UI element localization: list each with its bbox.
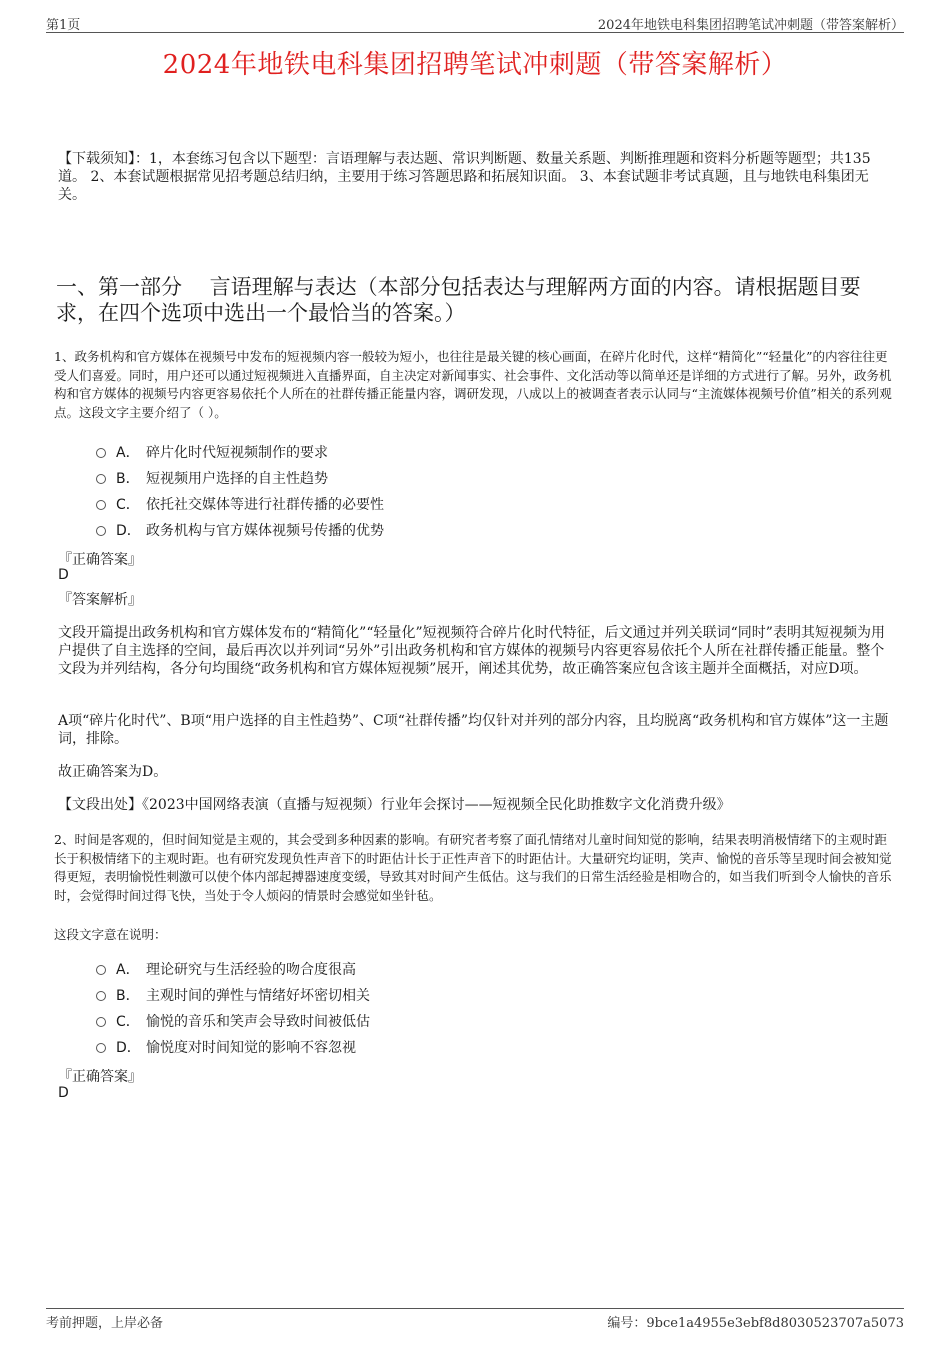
footer-divider (46, 1308, 904, 1309)
q1-option-c[interactable] (96, 494, 384, 514)
q2-option-b[interactable] (96, 985, 370, 1005)
radio-icon[interactable] (96, 1043, 106, 1053)
question-2-ask: 这段文字意在说明： (54, 927, 167, 942)
option-letter: B． (116, 988, 140, 1004)
q1-option-d[interactable] (96, 520, 384, 540)
option-letter: D． (116, 523, 141, 539)
radio-icon[interactable] (96, 474, 106, 484)
q2-answer: D (58, 1085, 69, 1101)
download-notice: 【下载须知】：1，本套练习包含以下题型：言语理解与表达题、常识判断题、数量关系题、判断推理题和资料分析题等题型；共135道。 2、本套试题根据常见招考题总结归纳，主要用于练习答题思路和拓展知识面。 3、本套试题非考试真题，且与地铁电科集团无关。 (58, 151, 871, 203)
radio-icon[interactable] (96, 526, 106, 536)
option-text: 政务机构与官方媒体视频号传播的优势 (146, 523, 384, 539)
page-number: 第1页 (46, 18, 81, 33)
footer-slogan: 考前押题，上岸必备 (46, 1316, 164, 1331)
q1-analysis-paragraph-1: 文段开篇提出政务机构和官方媒体发布的“精简化”“轻量化”短视频符合碎片化时代特征，后文通过并列关联词“同时”表明其短视频为用户提供了自主选择的空间，最后再次以并列词“另外”引出政务机构和官方媒体的视频号内容更容易依托个人所在社群传播正能量。整个文段为并列结构，各分句均围绕“政务机构和官方媒体短视频”展开，阐述其优势，故正确答案应包含该主题并全面概括，对应D项。 (58, 625, 885, 677)
q1-option-a[interactable] (96, 442, 328, 462)
q1-answer: D (58, 567, 69, 583)
q1-analysis-paragraph-2: A项“碎片化时代”、B项“用户选择的自主性趋势”、C项“社群传播”均仅针对并列的部分内容，且均脱离“政务机构和官方媒体”这一主题词，排除。 (58, 713, 889, 747)
radio-icon[interactable] (96, 448, 106, 458)
option-letter: D． (116, 1040, 141, 1056)
q2-answer-label: 『正确答案』 (58, 1069, 142, 1085)
option-letter: A． (116, 445, 140, 461)
option-text: 愉悦的音乐和笑声会导致时间被低估 (146, 1014, 370, 1030)
q1-analysis-paragraph-3: 故正确答案为D。 (58, 764, 168, 780)
radio-icon[interactable] (96, 991, 106, 1001)
q2-option-d[interactable] (96, 1037, 356, 1057)
page-title: 2024年地铁电科集团招聘笔试冲刺题（带答案解析） (162, 50, 788, 80)
option-letter: A． (116, 962, 140, 978)
option-text: 理论研究与生活经验的吻合度很高 (146, 962, 356, 978)
option-text: 依托社交媒体等进行社群传播的必要性 (146, 497, 384, 513)
option-text: 短视频用户选择的自主性趋势 (146, 471, 328, 487)
option-letter: C． (116, 1014, 140, 1030)
q1-option-b[interactable] (96, 468, 328, 488)
q1-source: 【文段出处】《2023中国网络表演（直播与短视频）行业年会探讨——短视频全民化助推数字文化消费升级》 (58, 797, 731, 813)
q1-analysis-label: 『答案解析』 (58, 592, 142, 608)
q2-option-a[interactable] (96, 959, 356, 979)
header-divider (46, 32, 904, 33)
option-text: 愉悦度对时间知觉的影响不容忽视 (146, 1040, 356, 1056)
radio-icon[interactable] (96, 965, 106, 975)
q2-option-c[interactable] (96, 1011, 370, 1031)
radio-icon[interactable] (96, 500, 106, 510)
header-doc-title: 2024年地铁电科集团招聘笔试冲刺题（带答案解析） (597, 18, 904, 33)
option-text: 碎片化时代短视频制作的要求 (146, 445, 328, 461)
radio-icon[interactable] (96, 1017, 106, 1027)
q1-answer-label: 『正确答案』 (58, 552, 142, 568)
option-letter: B． (116, 471, 140, 487)
option-text: 主观时间的弹性与情绪好坏密切相关 (146, 988, 370, 1004)
question-2-stem: 2、时间是客观的，但时间知觉是主观的，其会受到多种因素的影响。有研究者考察了面孔情绪对儿童时间知觉的影响，结果表明消极情绪下的主观时距长于积极情绪下的主观时距。也有研究发现负性声音下的时距估计长于正性声音下的时距估计。大量研究均证明，笑声、愉悦的音乐等呈现时间会被知觉得更短，表明愉悦性刺激可以使个体内部起搏器速度变缓，导致其对时间产生低估。这与我们的日常生活经验是相吻合的，如当我们听到令人愉快的音乐时，会觉得时间过得飞快，当处于令人烦闷的情景时会感觉如坐针毡。 (54, 832, 892, 903)
question-1-stem: 1、政务机构和官方媒体在视频号中发布的短视频内容一般较为短小，也往往是最关键的核心画面，在碎片化时代，这样“精简化”“轻量化”的内容往往更受人们喜爱。同时，用户还可以通过短视频进入直播界面，自主决定对新闻事实、社会事件、文化活动等以简单还是详细的方式进行了解。另外，政务机构和官方媒体的视频号内容更容易依托个人所在的社群传播正能量内容，调研发现，八成以上的被调查者表示认同与“主流媒体视频号价值”相关的系列观点。这段文字主要介绍了（ ）。 (54, 349, 892, 420)
footer-serial: 编号：9bce1a4955e3ebf8d8030523707a5073 (607, 1316, 904, 1331)
section-heading: 一、第一部分 言语理解与表达（本部分包括表达与理解两方面的内容。请根据题目要求，在四个选项中选出一个最恰当的答案。） (56, 275, 861, 325)
option-letter: C． (116, 497, 140, 513)
